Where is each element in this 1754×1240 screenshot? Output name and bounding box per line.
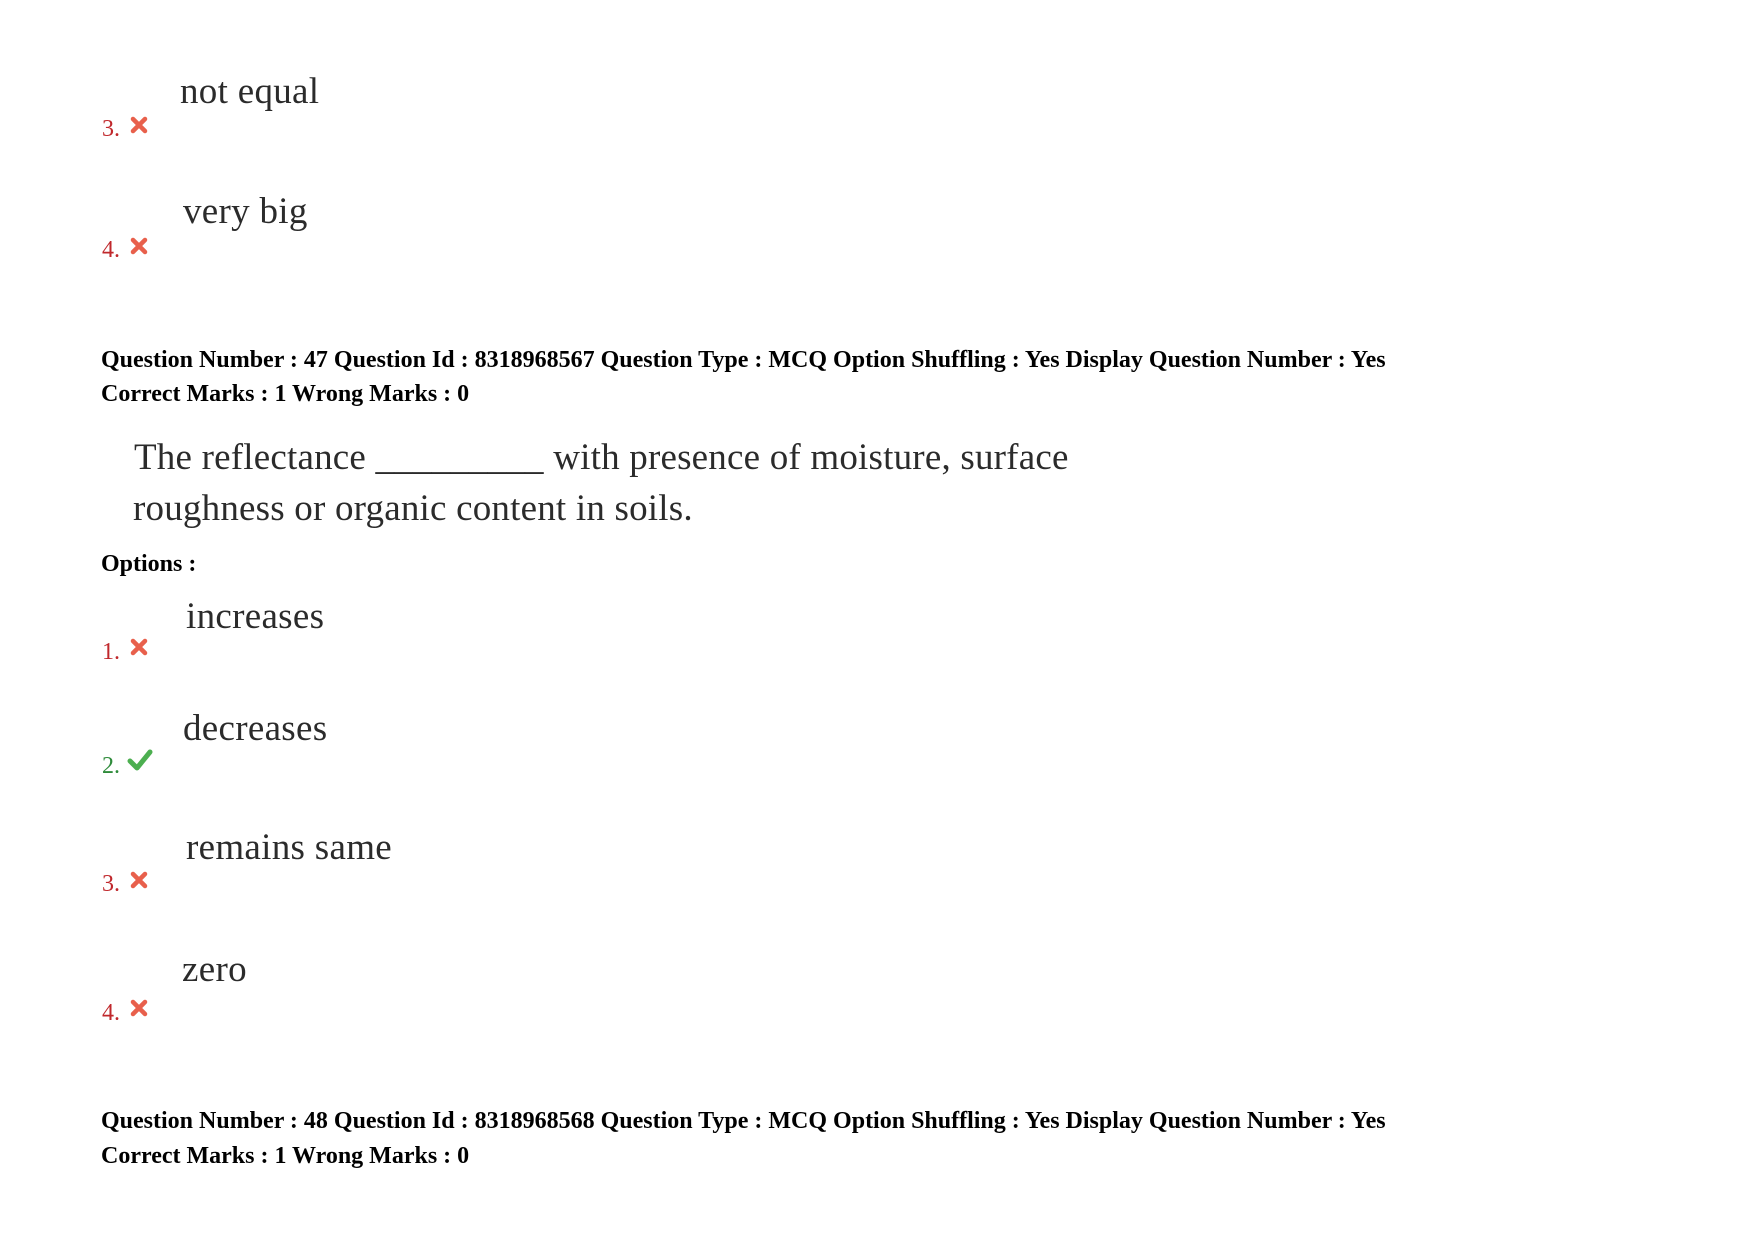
cross-icon xyxy=(129,998,149,1018)
cross-icon xyxy=(129,236,149,256)
option-number-prev-3: 3. xyxy=(102,116,120,142)
cross-icon xyxy=(129,637,149,657)
question-meta-47: Question Number : 47 Question Id : 8318968567 Question Type : MCQ Option Shuffling : Yes Display Question Number : Yes xyxy=(101,347,1386,373)
option-text-prev-3: not equal xyxy=(180,71,320,112)
option-number-prev-4: 4. xyxy=(102,237,120,263)
question-marks-48: Correct Marks : 1 Wrong Marks : 0 xyxy=(101,1143,470,1169)
question-text-line-2: roughness or organic content in soils. xyxy=(133,488,693,529)
option-text-prev-4: very big xyxy=(183,191,308,232)
cross-icon xyxy=(129,870,149,890)
cross-icon xyxy=(129,115,149,135)
option-number-2: 2. xyxy=(102,753,120,779)
question-marks-47: Correct Marks : 1 Wrong Marks : 0 xyxy=(101,381,470,407)
option-number-3: 3. xyxy=(102,871,120,897)
options-label: Options : xyxy=(101,551,197,577)
check-icon xyxy=(127,748,153,772)
option-text-1: increases xyxy=(186,596,325,637)
option-number-4: 4. xyxy=(102,1000,120,1026)
question-meta-48: Question Number : 48 Question Id : 8318968568 Question Type : MCQ Option Shuffling : Yes Display Question Number : Yes xyxy=(101,1108,1386,1134)
option-text-4: zero xyxy=(182,949,247,990)
question-text-line-1: The reflectance _________ with presence of moisture, surface xyxy=(134,437,1069,478)
option-text-2: decreases xyxy=(183,708,328,749)
option-text-3: remains same xyxy=(186,827,392,868)
option-number-1: 1. xyxy=(102,639,120,665)
